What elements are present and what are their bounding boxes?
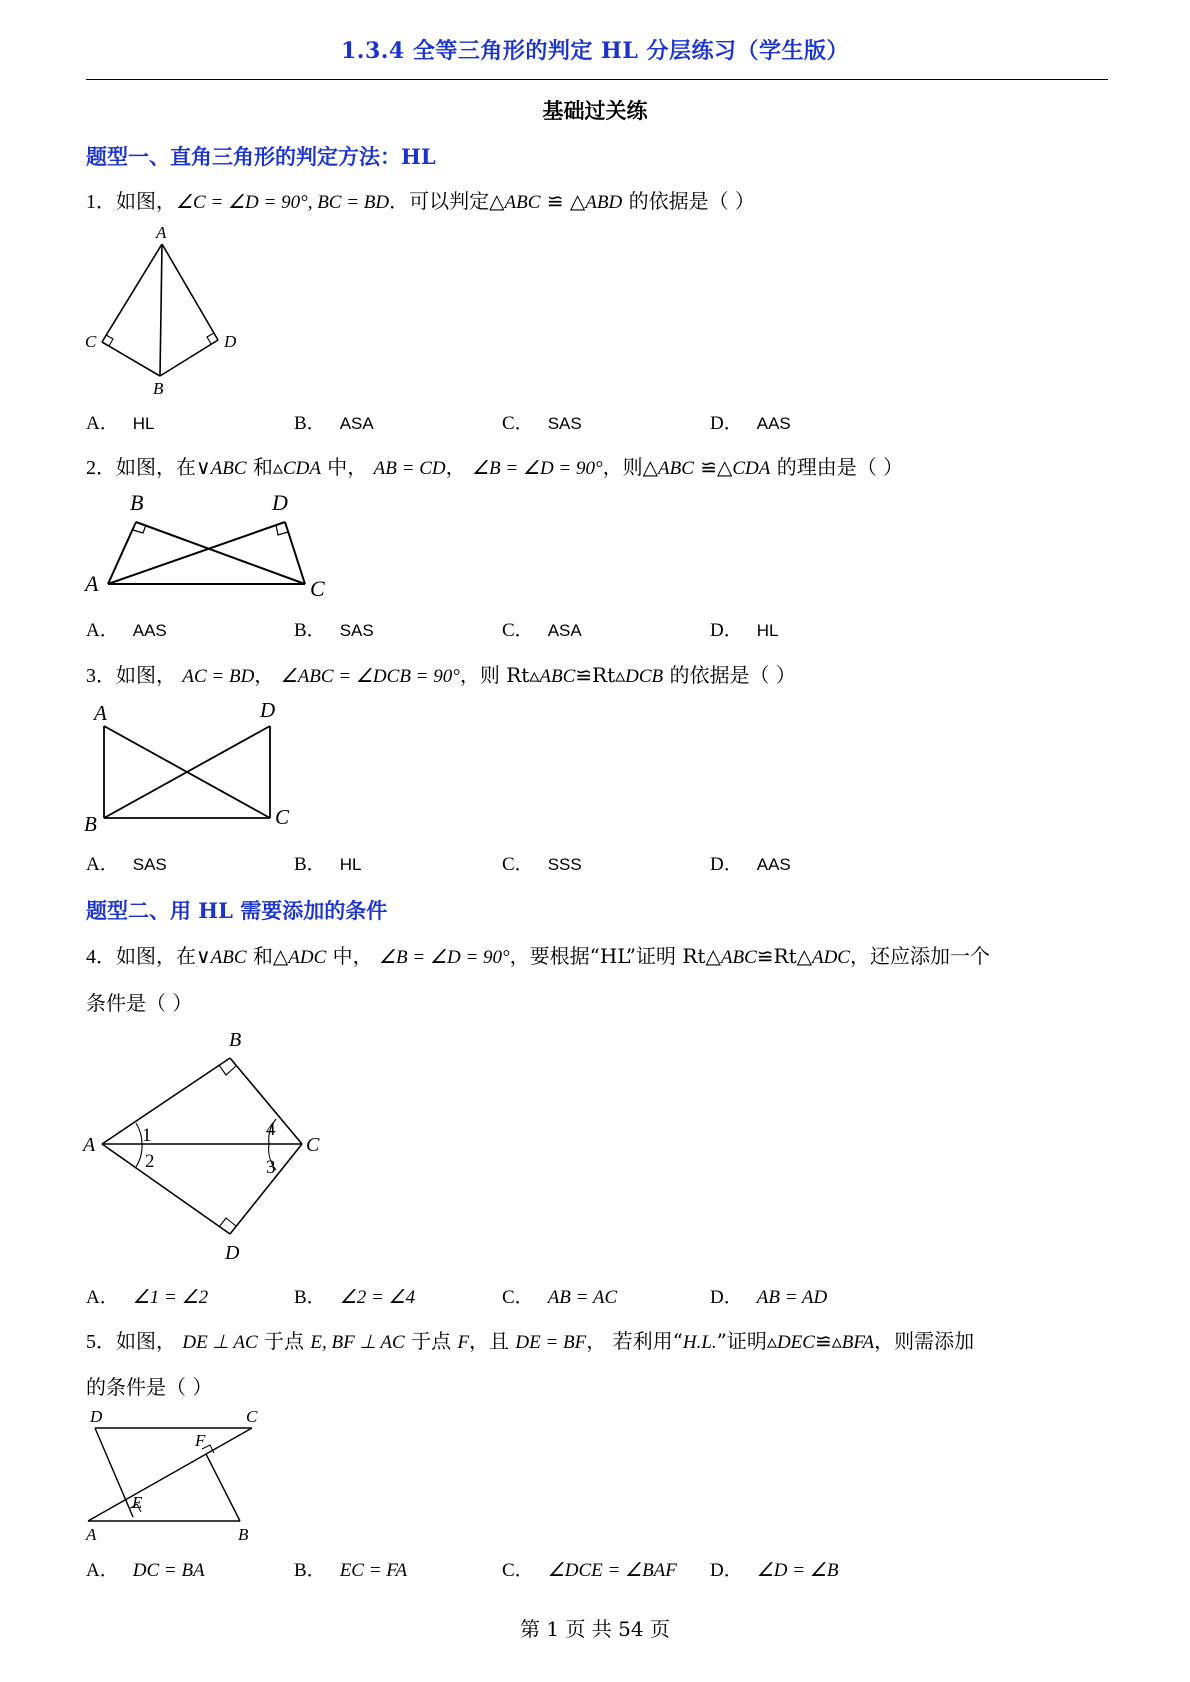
- page-footer: 第 1 页 共 54 页: [520, 1617, 670, 1641]
- label-A: A: [94, 701, 107, 725]
- q3-option-b[interactable]: B． HL: [294, 854, 362, 875]
- q3-option-d[interactable]: D． AAS: [710, 854, 791, 875]
- figure-q2: [80, 488, 340, 603]
- label-D: D: [260, 698, 276, 722]
- q2-option-b[interactable]: B． SAS: [294, 620, 374, 641]
- label-C: C: [310, 576, 325, 601]
- label-B: B: [84, 812, 97, 836]
- label-B: B: [238, 1525, 249, 1544]
- label-D: D: [224, 332, 237, 351]
- label-C: C: [306, 1134, 320, 1156]
- q5-option-a[interactable]: A． DC = BA: [86, 1560, 205, 1581]
- label-angle-3: 3: [266, 1157, 276, 1178]
- label-A: A: [85, 571, 99, 596]
- q4-option-d[interactable]: D． AB = AD: [710, 1287, 828, 1308]
- q3-option-c[interactable]: C． SSS: [502, 854, 582, 875]
- label-C: C: [275, 805, 290, 829]
- q4-option-b[interactable]: B． ∠2 = ∠4: [294, 1287, 416, 1308]
- label-D: D: [225, 1242, 240, 1264]
- question-4-continuation: 条件是（ ）: [86, 991, 193, 1015]
- label-angle-4: 4: [266, 1119, 276, 1140]
- q4-option-c[interactable]: C． AB = AC: [502, 1287, 618, 1308]
- q2-option-c[interactable]: C． ASA: [502, 620, 582, 641]
- q1-option-b[interactable]: B． ASA: [294, 413, 374, 434]
- figure-q3: [80, 696, 300, 836]
- label-B: B: [153, 379, 164, 398]
- q4-option-a[interactable]: A． ∠1 = ∠2: [86, 1287, 209, 1308]
- q1-option-a[interactable]: A． HL: [86, 413, 155, 434]
- figure-q5: [80, 1408, 290, 1543]
- question-number: 1．: [86, 191, 116, 213]
- q3-option-a[interactable]: A． SAS: [86, 854, 167, 875]
- q1-option-c[interactable]: C． SAS: [502, 413, 582, 434]
- question-5: 5．如图， DE ⊥ AC 于点 E, BF ⊥ AC 于点 F，且 DE = BF， 若利用“H.L.”证明▵DEC≌▵BFA，则需添加: [86, 1329, 975, 1353]
- q2-option-d[interactable]: D． HL: [710, 620, 779, 641]
- label-E: E: [132, 1493, 143, 1512]
- label-D: D: [272, 490, 288, 515]
- label-B: B: [130, 490, 144, 515]
- question-3: 3．如图， AC = BD， ∠ABC = ∠DCB = 90°，则 Rt▵ABC≌Rt▵DCB 的依据是（ ）: [86, 663, 796, 687]
- question-5-continuation: 的条件是（ ）: [86, 1375, 213, 1399]
- label-A: A: [156, 223, 167, 242]
- label-A: A: [86, 1525, 97, 1544]
- question-4: 4．如图，在∨ABC 和△ADC 中， ∠B = ∠D = 90°，要根据“HL”证明 Rt△ABC≌Rt△ADC，还应添加一个: [86, 944, 990, 968]
- figure-q4: [80, 1024, 330, 1269]
- question-1: 1．如图，∠C = ∠D = 90°, BC = BD．可以判定△ABC ≌ △ABD 的依据是（ ）: [86, 189, 755, 213]
- question-type-1: 题型一、直角三角形的判定方法：HL: [86, 144, 436, 169]
- header-rule: [86, 79, 1108, 80]
- label-B: B: [229, 1029, 242, 1051]
- q5-option-b[interactable]: B． EC = FA: [294, 1560, 408, 1581]
- page-title: 1.3.4 全等三角形的判定 HL 分层练习（学生版）: [341, 38, 849, 64]
- section-heading: 基础过关练: [542, 98, 648, 123]
- label-C: C: [246, 1407, 258, 1426]
- label-A: A: [83, 1134, 96, 1156]
- label-F: F: [195, 1431, 206, 1450]
- q1-option-d[interactable]: D． AAS: [710, 413, 791, 434]
- figure-q1: [80, 222, 250, 397]
- label-D: D: [90, 1407, 103, 1426]
- question-2: 2．如图，在∨ABC 和▵CDA 中， AB = CD， ∠B = ∠D = 90°，则△ABC ≌△CDA 的理由是（ ）: [86, 455, 904, 479]
- q2-option-a[interactable]: A． AAS: [86, 620, 167, 641]
- label-angle-2: 2: [145, 1151, 155, 1172]
- q5-option-c[interactable]: C． ∠DCE = ∠BAF: [502, 1560, 677, 1581]
- question-type-2: 题型二、用 HL 需要添加的条件: [86, 898, 388, 923]
- label-angle-1: 1: [142, 1125, 152, 1146]
- label-C: C: [85, 332, 97, 351]
- q5-option-d[interactable]: D． ∠D = ∠B: [710, 1560, 839, 1581]
